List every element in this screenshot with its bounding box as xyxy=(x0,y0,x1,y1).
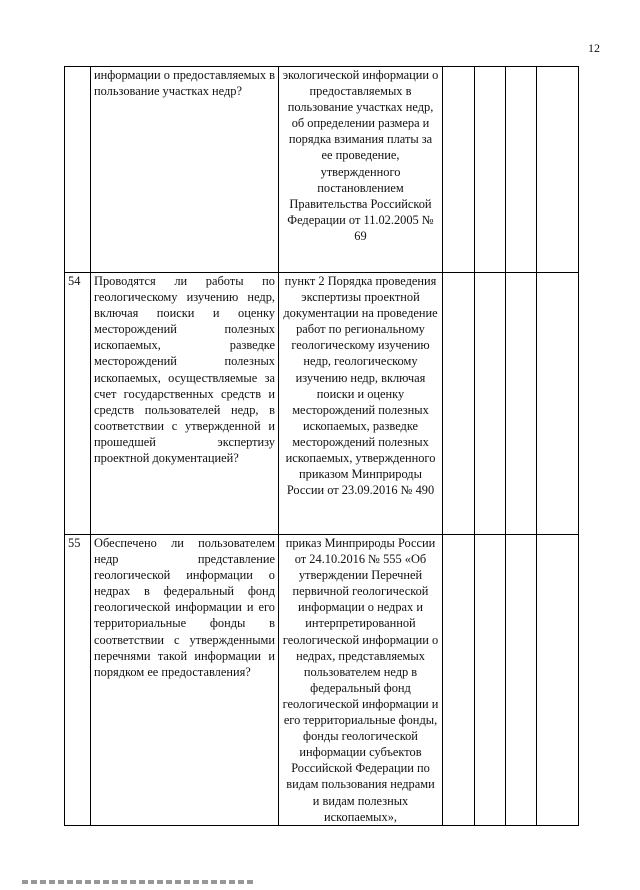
scan-artifact xyxy=(22,880,254,884)
answer-na-cell xyxy=(506,535,537,826)
legal-basis-cell: приказ Минприроды России от 24.10.2016 № 555 «Об утверждении Перечней первичной геологической информации о недрах и интерпретированной геологической информации о недрах, представляемых пользователем недр в федеральный фонд геологической информации и его территориальные фонды, фонды геологической информации субъектов Российской Федерации по видам пользования недрами и видам полезных ископаемых», xyxy=(279,535,443,826)
answer-no-cell xyxy=(475,535,506,826)
answer-no-cell xyxy=(475,67,506,273)
page-number: 12 xyxy=(588,41,600,55)
question-cell: Проводятся ли работы по геологическому изучению недр, включая поиски и оценку месторождений полезных ископаемых, разведке месторождений полезных ископаемых, осуществляемые за счет государственных средств и средств пользователей недр, в соответствии с утвержденной и прошедшей экспертизу проектной документацией? xyxy=(91,273,279,535)
legal-basis-cell: экологической информации о предоставляемых в пользование участках недр, об определении размера и порядка взимания платы за ее проведение, утвержденного постановлением Правительства Российской Федерации от 11.02.2005 № 69 xyxy=(279,67,443,273)
remarks-cell xyxy=(537,67,579,273)
legal-basis-cell: пункт 2 Порядка проведения экспертизы проектной документации на проведение работ по региональному геологическому изучению недр, геологическому изучению недр, включая поиски и оценку месторождений полезных ископаемых, разведке месторождений полезных ископаемых, утвержденного приказом Минприроды России от 23.09.2016 № 490 xyxy=(279,273,443,535)
answer-na-cell xyxy=(506,273,537,535)
answer-no-cell xyxy=(475,273,506,535)
question-cell: Обеспечено ли пользователем недр представление геологической информации о недрах в федеральный фонд геологической информации и его территориальные фонды в соответствии с утвержденными перечнями такой информации и порядком ее предоставления? xyxy=(91,535,279,826)
answer-yes-cell xyxy=(443,67,475,273)
table-row xyxy=(65,67,579,273)
row-number xyxy=(65,67,91,273)
checklist-table xyxy=(64,66,579,826)
question-cell: информации о предоставляемых в пользование участках недр? xyxy=(91,67,279,273)
table-row xyxy=(65,535,579,826)
row-number: 55 xyxy=(65,535,91,826)
answer-yes-cell xyxy=(443,535,475,826)
answer-na-cell xyxy=(506,67,537,273)
row-number: 54 xyxy=(65,273,91,535)
remarks-cell xyxy=(537,535,579,826)
remarks-cell xyxy=(537,273,579,535)
table-row xyxy=(65,273,579,535)
answer-yes-cell xyxy=(443,273,475,535)
